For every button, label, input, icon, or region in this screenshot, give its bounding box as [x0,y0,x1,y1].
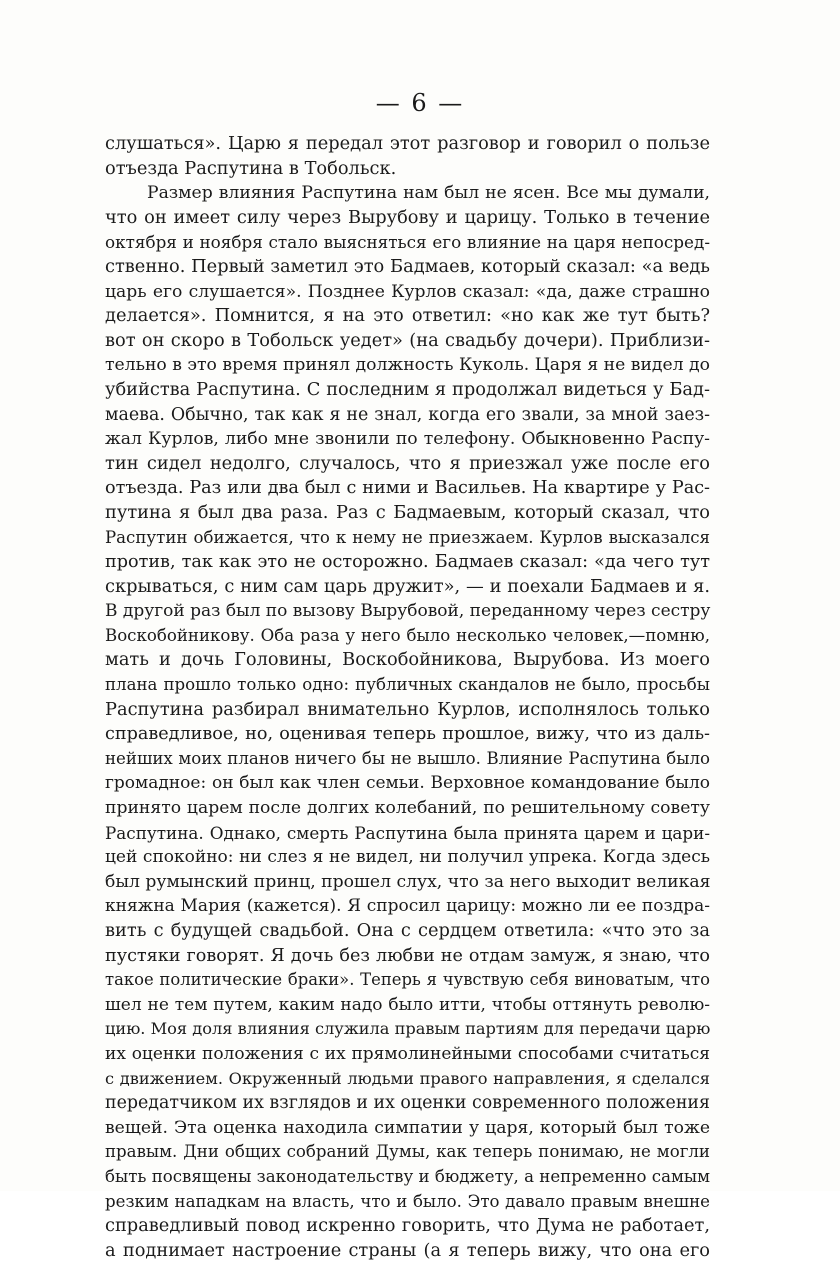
text-line: Распутина. Однако, смерть Распутина была принята царем и цари- [105,822,710,843]
text-line: делается». Помнится, я на это ответил: «но как же тут быть? [105,305,710,327]
text-line: нейших моих планов ничего бы не вышло. Влияние Распутина было [105,748,710,768]
text-line: вить с будущей свадьбой. Она с сердцем ответила: «что это за [105,920,710,941]
text-line: плана прошло только одно: публичных скандалов не было, просьбы [105,675,710,695]
text-line: скрываться, с ним сам царь дружит», — и поехали Бадмаев и я. [105,575,710,597]
text-line: с движением. Окруженный людьми правого направления, я сделался [105,1068,710,1088]
text-line: слушаться». Царю я передал этот разговор и говорил о пользе [105,133,710,154]
text-line: В другой раз был по вызову Вырубовой, переданному через сестру [105,601,711,622]
text-line: резким нападкам на власть, что и было. Это давало правым внешне [105,1191,710,1211]
text-line: отъезда Распутина в Тобольск. [105,157,397,179]
text-line: княжна Мария (кажется). Я спросил царицу: можно ли ее поздра- [105,896,710,917]
text-line: против, так как это не осторожно. Бадмаев сказал: «да чего тут [105,552,710,573]
text-line: такое политические браки». Теперь я чувствую себя виноватым, что [105,970,710,990]
text-line: их оценки положения с их прямолинейными способами считаться [105,1043,710,1064]
text-line: был румынский принц, прошел слух, что за него выходит великая [105,871,711,892]
text-line: а поднимает настроение страны (а я теперь вижу, что она его [105,1239,710,1261]
text-line: царь его слушается». Позднее Курлов сказал: «да, даже страшно [105,281,710,302]
text-line: ственно. Первый заметил это Бадмаев, который сказал: «а ведь [105,255,710,277]
text-line: Распутин обижается, что к нему не приезжаем. Курлов высказался [105,527,710,547]
text-line: справедливое, но, оценивая теперь прошлое, вижу, что из даль- [105,724,710,745]
text-line: путина я был два раза. Раз с Бадмаевым, который сказал, что [105,501,710,523]
text-line: правым. Дни общих собраний Думы, как теперь понимаю, не могли [105,1142,710,1162]
text-line: октября и ноября стало выясняться его влияние на царя непосред- [105,232,710,253]
text-line: Распутина разбирал внимательно Курлов, исполнялось только [105,698,710,720]
text-line: передатчиком их взглядов и их оценки современного положения [105,1093,710,1114]
text-line: быть посвящены законодательству и бюджету, а непременно самым [105,1166,710,1186]
page-number: — 6 — [375,89,465,117]
text-line: пустяки говорят. Я дочь без любви не отдам замуж, я знаю, что [105,945,710,966]
text-line: Воскобойникову. Оба раза у него было несколько человек,—помню, [105,625,710,645]
text-line: принято царем после долгих колебаний, по решительному совету [105,798,710,819]
text-line: тин сидел недолго, случалось, что я приезжал уже после его [105,452,710,474]
text-line: громадное: он был как член семьи. Верховное командование было [105,773,710,794]
text-line: цию. Моя доля влияния служила правым партиям для передачи царю [105,1019,711,1039]
body-text [105,132,710,1263]
text-line: тельно в это время принял должность Куколь. Царя я не видел до [105,355,710,376]
text-line: вот он скоро в Тобольск уедет» (на свадьбу дочери). Приблизи- [105,329,710,351]
text-line: что он имеет силу через Вырубову и царицу. Только в течение [105,206,710,228]
text-line: Размер влияния Распутина нам был не ясен. Все мы думали, [147,183,710,204]
text-line: цей спокойно: ни слез я не видел, ни получил упрека. Когда здесь [105,847,710,868]
text-line: жал Курлов, либо мне звонили по телефону. Обыкновенно Распу- [105,429,710,450]
text-line: маева. Обычно, так как я не знал, когда его звали, за мной заез- [105,404,710,425]
text-line: отъезда. Раз или два был с ними и Васильев. На квартире у Рас- [105,478,710,499]
text-line: шел не тем путем, каким надо было итти, чтобы оттянуть револю- [105,994,710,1015]
text-line: убийства Распутина. С последним я продолжал видеться у Бад- [105,378,710,400]
text-line: вещей. Эта оценка находила симпатии у царя, который был тоже [105,1117,710,1138]
text-line: справедливый повод искренно говорить, что Дума не работает, [105,1215,710,1237]
text-line: мать и дочь Головины, Воскобойникова, Вырубова. Из моего [105,649,710,671]
